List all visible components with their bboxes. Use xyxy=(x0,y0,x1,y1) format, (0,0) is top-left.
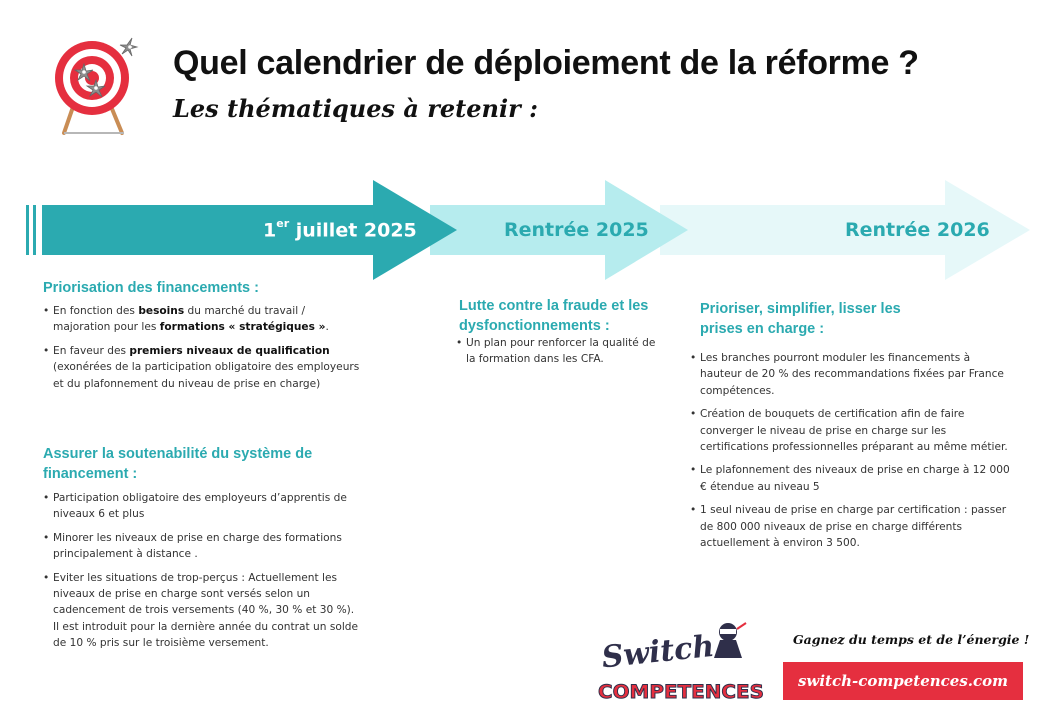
timeline-stripe-2 xyxy=(33,205,36,255)
list-item: • Eviter les situations de trop-perçus : Actuellement les niveaux de prise en charge sont versés selon un cadencement de trois versements (40 %, 30 % et 30 %). Il est introduit pour la dernière année du contrat un solde de 10 % pris sur le troisième versement. xyxy=(43,570,363,652)
list-item: • 1 seul niveau de prise en charge par certification : passer de 800 000 niveaux de prise en charge différents actuellement à environ 3 500. xyxy=(690,502,1010,551)
website-link[interactable]: switch-competences.com xyxy=(783,662,1023,700)
list-soutenabilite xyxy=(43,490,363,659)
page-title: Quel calendrier de déploiement de la réforme ? xyxy=(173,44,919,82)
section-title-priorisation: Priorisation des financements : xyxy=(43,280,259,296)
list-item: • Un plan pour renforcer la qualité de la formation dans les CFA. xyxy=(456,335,656,368)
brand-switch: Switch xyxy=(599,628,716,676)
target-logo-icon xyxy=(50,36,146,136)
timeline-stripe-1 xyxy=(26,205,29,255)
list-fraude xyxy=(456,335,656,375)
list-item: • En faveur des premiers niveaux de qualification (exonérées de la participation obligatoire des employeurs et du plafonnement du niveau de prise en charge) xyxy=(43,343,363,392)
list-item: • Le plafonnement des niveaux de prise en charge à 12 000 € étendue au niveau 5 xyxy=(690,462,1010,495)
timeline-label-rentree-2026: Rentrée 2026 xyxy=(845,219,990,241)
page-subtitle: Les thématiques à retenir : xyxy=(173,94,538,123)
section-title-soutenabilite: Assurer la soutenabilité du système de financement : xyxy=(43,446,313,482)
list-prioriser xyxy=(690,350,1010,558)
list-item: • Les branches pourront moduler les financements à hauteur de 20 % des recommandations fixées par France compétences. xyxy=(690,350,1010,399)
tagline: Gagnez du temps et de l’énergie ! xyxy=(793,632,1030,647)
list-priorisation xyxy=(43,303,363,399)
list-item: • En fonction des besoins du marché du travail / majoration pour les formations « stratégiques ». xyxy=(43,303,363,336)
list-item: • Minorer les niveaux de prise en charge des formations principalement à distance . xyxy=(43,530,363,563)
list-item: • Participation obligatoire des employeurs d’apprentis de niveaux 6 et plus xyxy=(43,490,363,523)
timeline-label-rentree-2025: Rentrée 2025 xyxy=(504,219,649,241)
switch-competences-logo xyxy=(596,618,768,712)
section-title-prioriser: Prioriser, simplifier, lisser les prises en charge : xyxy=(700,301,901,337)
timeline-label-july-2025: 1er juillet 2025 xyxy=(263,217,417,242)
timeline xyxy=(0,175,1040,285)
list-item: • Création de bouquets de certification afin de faire converger le niveau de prise en charge sur les certifications professionnelles préparant au même métier. xyxy=(690,406,1010,455)
brand-competences: COMPETENCES xyxy=(598,682,764,703)
section-title-fraude: Lutte contre la fraude et les dysfonctionnements : xyxy=(459,298,649,334)
